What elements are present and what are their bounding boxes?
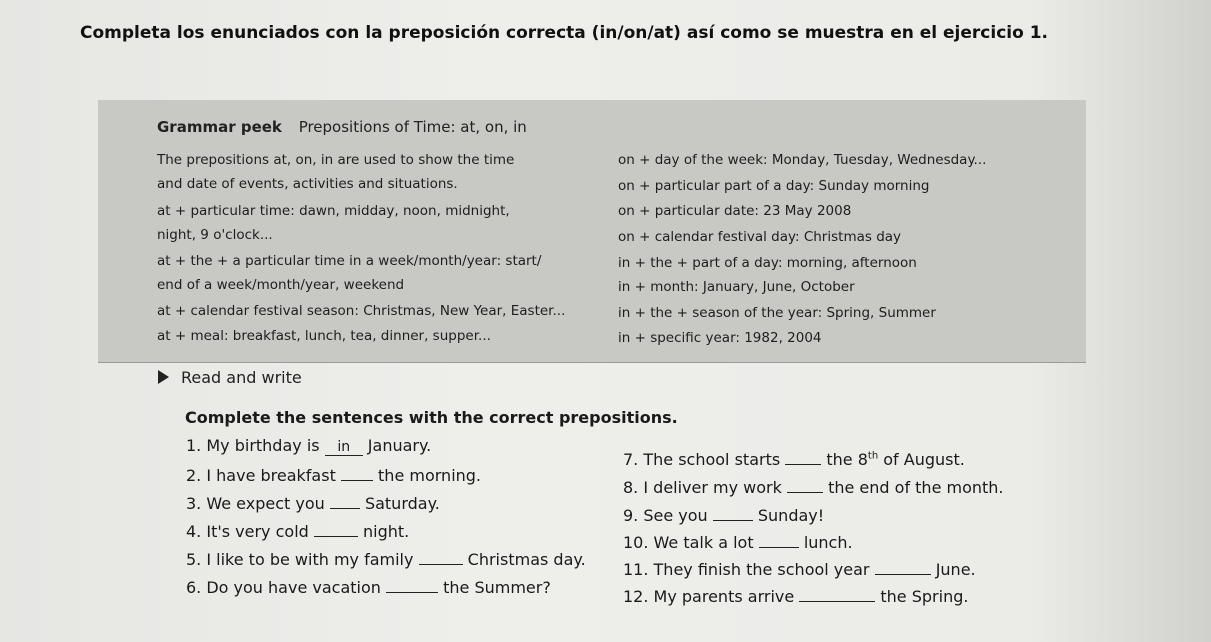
exercise-item-1: 1. My birthday is in January.: [186, 436, 432, 455]
exercise-instructions: Complete the sentences with the correct prepositions.: [185, 408, 678, 427]
grammar-rule-left: end of a week/month/year, weekend: [157, 277, 405, 293]
answer-blank[interactable]: [799, 585, 875, 602]
answer-blank[interactable]: [785, 448, 821, 465]
exercise-item-6: 6. Do you have vacation the Summer?: [186, 578, 551, 597]
instruction-text: Completa los enunciados con la preposición correcta (in/on/at) así como se muestra en el ejercicio 1.: [80, 23, 1048, 43]
grammar-rule-right: in + specific year: 1982, 2004: [618, 330, 822, 346]
exercise-item-8: 8. I deliver my work the end of the month.: [623, 478, 1004, 497]
grammar-peek-subtitle: Prepositions of Time: at, on, in: [298, 118, 527, 136]
grammar-rule-left: at + meal: breakfast, lunch, tea, dinner, supper...: [157, 328, 491, 344]
grammar-rule-right: in + the + part of a day: morning, afternoon: [618, 255, 917, 271]
exercise-item-4: 4. It's very cold night.: [186, 522, 410, 541]
exercise-item-5: 5. I like to be with my family Christmas day.: [186, 550, 586, 569]
grammar-rule-left: at + the + a particular time in a week/month/year: start/: [157, 253, 542, 269]
answer-blank[interactable]: [875, 558, 931, 575]
grammar-rule-right: on + particular part of a day: Sunday morning: [618, 178, 930, 194]
grammar-rule-right: on + day of the week: Monday, Tuesday, Wednesday...: [618, 152, 987, 168]
grammar-rule-left: at + particular time: dawn, midday, noon, midnight,: [157, 203, 510, 219]
answer-blank[interactable]: [787, 476, 823, 493]
answer-blank[interactable]: [759, 531, 799, 548]
grammar-rule-right: in + month: January, June, October: [618, 279, 855, 295]
exercise-item-7: 7. The school starts the 8th of August.: [623, 450, 965, 469]
exercise-item-2: 2. I have breakfast the morning.: [186, 466, 482, 485]
grammar-rule-left: and date of events, activities and situations.: [157, 176, 458, 192]
grammar-rule-right: on + particular date: 23 May 2008: [618, 203, 852, 219]
grammar-rule-left: night, 9 o'clock...: [157, 227, 273, 243]
answer-blank[interactable]: [419, 548, 463, 565]
grammar-peek-title: Grammar peek: [157, 118, 282, 136]
answer-blank[interactable]: [314, 520, 358, 537]
exercise-item-9: 9. See you Sunday!: [623, 506, 825, 525]
read-and-write-heading: [158, 368, 302, 387]
grammar-rule-right: on + calendar festival day: Christmas day: [618, 229, 902, 245]
answer-blank[interactable]: [330, 492, 360, 509]
read-and-write-title: Read and write: [181, 368, 302, 387]
exercise-item-11: 11. They finish the school year June.: [623, 560, 976, 579]
grammar-peek-heading: [157, 118, 527, 136]
grammar-peek-box: [98, 100, 1086, 363]
grammar-rule-left: The prepositions at, on, in are used to show the time: [157, 152, 515, 168]
exercise-item-10: 10. We talk a lot lunch.: [623, 533, 853, 552]
exercise-item-12: 12. My parents arrive the Spring.: [623, 587, 969, 606]
grammar-rule-right: in + the + season of the year: Spring, Summer: [618, 305, 936, 321]
exercise-item-3: 3. We expect you Saturday.: [186, 494, 440, 513]
answer-blank[interactable]: in: [325, 439, 363, 456]
answer-blank[interactable]: [713, 504, 753, 521]
play-arrow-icon: [158, 370, 169, 384]
answer-blank[interactable]: [341, 464, 373, 481]
answer-blank[interactable]: [386, 576, 438, 593]
grammar-rule-left: at + calendar festival season: Christmas, New Year, Easter...: [157, 303, 566, 319]
